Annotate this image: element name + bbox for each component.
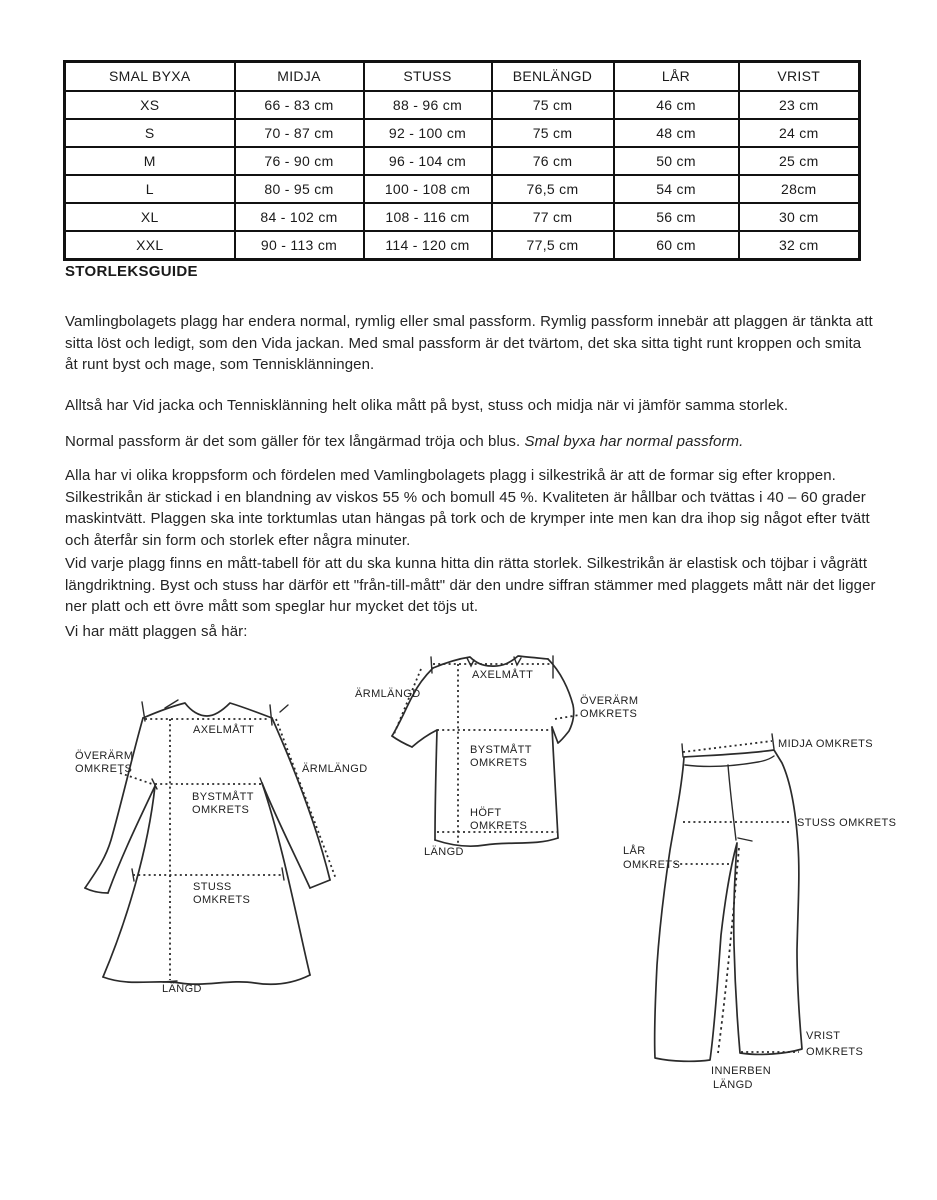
col-header-stuss: STUSS (364, 62, 492, 92)
paragraph-measure-table: Vid varje plagg finns en mått-tabell för att du ska kunna hitta din rätta storlek. Silkestrikån är elastisk och töjbar i vågrätt längdriktning. Byst och stuss har därför ett "från-till-mått" där den undre siffran stämmer med plaggets mått när det ligger ner platt och ett övre mått som speglar hur mycket det töjs ut. (65, 555, 876, 615)
col-header-vrist: VRIST (739, 62, 860, 92)
col-header-benlangd: BENLÄNGD (492, 62, 614, 92)
table-cell: 32 cm (739, 231, 860, 260)
tshirt-overarm-label2: OMKRETS (580, 708, 638, 720)
pants-hip-label: STUSS OMKRETS (797, 817, 897, 829)
size-label: XS (65, 91, 235, 119)
table-row (65, 91, 860, 119)
pants-inseam-label2: LÄNGD (713, 1079, 753, 1091)
table-row (65, 203, 860, 231)
paragraph-material: Alla har vi olika kroppsform och fördelen med Vamlingbolagets plagg i silkestrikå är att de formar sig efter kroppen. Silkestrikån är stickad i en blandning av viskos 55 % och bomull 45 %. Kvaliteten är hållbar och tvättas i 40 – 60 grader maskintvätt. Plaggen ska inte torktumlas utan hängas på tork och de krymper inte men kan dra ihop sig något efter tvätt och återfår sin form och storlek efter några minuter. (65, 467, 870, 549)
tshirt-sleeve-label: ÄRMLÄNGD (355, 688, 421, 700)
table-cell: 60 cm (614, 231, 739, 260)
table-cell: 77,5 cm (492, 231, 614, 260)
col-header-lar: LÅR (614, 62, 739, 92)
table-cell: 66 - 83 cm (235, 91, 364, 119)
col-header-smal-byxa: SMAL BYXA (65, 62, 235, 92)
table-cell: 90 - 113 cm (235, 231, 364, 260)
measurement-diagrams (55, 635, 905, 1110)
tshirt-hip-label: HÖFT (470, 807, 502, 819)
table-cell: 88 - 96 cm (364, 91, 492, 119)
pants-thigh-label: LÅR (623, 845, 646, 857)
dress-overarm-label2: OMKRETS (75, 763, 133, 775)
table-cell: 48 cm (614, 119, 739, 147)
table-cell: 77 cm (492, 203, 614, 231)
pants-waist-label: MIDJA OMKRETS (778, 738, 874, 750)
table-cell: 75 cm (492, 119, 614, 147)
table-cell: 114 - 120 cm (364, 231, 492, 260)
table-cell: 24 cm (739, 119, 860, 147)
tshirt-overarm-label: ÖVERÄRM (580, 695, 639, 707)
size-table-header-row (65, 62, 860, 92)
paragraph-measured-like-this: Vi har mätt plaggen så här: (65, 623, 248, 640)
paragraph-normal-fit-text: Normal passform är det som gäller för tex långärmad tröja och blus. (65, 433, 525, 450)
table-cell: 50 cm (614, 147, 739, 175)
table-cell: 56 cm (614, 203, 739, 231)
dress-bust-label2: OMKRETS (192, 804, 250, 816)
pants-waist-line (683, 741, 772, 752)
tshirt-shoulder-label: AXELMÅTT (472, 669, 534, 681)
dress-overarm-label: ÖVERÄRM (75, 750, 134, 762)
table-cell: 70 - 87 cm (235, 119, 364, 147)
table-cell: 76,5 cm (492, 175, 614, 203)
table-cell: 100 - 108 cm (364, 175, 492, 203)
pants-ankle-label2: OMKRETS (806, 1046, 864, 1058)
table-cell: 76 - 90 cm (235, 147, 364, 175)
page-title: STORLEKSGUIDE (65, 263, 198, 280)
size-table (63, 60, 861, 261)
tshirt-length-label: LÄNGD (424, 846, 464, 858)
tshirt-diagram (355, 656, 638, 858)
dress-hip-label: STUSS (193, 881, 232, 893)
table-cell: 108 - 116 cm (364, 203, 492, 231)
tshirt-upperarm-line (555, 715, 579, 719)
table-cell: 30 cm (739, 203, 860, 231)
size-label: L (65, 175, 235, 203)
table-cell: 28cm (739, 175, 860, 203)
dress-sleeve-line (276, 719, 336, 879)
size-label: M (65, 147, 235, 175)
pants-diagram (623, 734, 896, 1091)
table-cell: 46 cm (614, 91, 739, 119)
table-row (65, 147, 860, 175)
dress-diagram (75, 700, 368, 995)
table-cell: 25 cm (739, 147, 860, 175)
paragraph-fit-types: Vamlingbolagets plagg har endera normal, rymlig eller smal passform. Rymlig passform innebär att plaggen är tänkta att sitta löst och ledigt, som den Vida jackan. Med smal passform är det tvärtom, det ska sitta tight runt kroppen och smita åt runt byst och mage, som Tennisklänningen. (65, 313, 873, 373)
paragraph-normal-fit-italic: Smal byxa har normal passform. (524, 433, 744, 450)
paragraph-normal-fit (65, 431, 877, 453)
table-cell: 84 - 102 cm (235, 203, 364, 231)
table-cell: 80 - 95 cm (235, 175, 364, 203)
paragraph-comparison: Alltså har Vid jacka och Tennisklänning helt olika mått på byst, stuss och midja när vi jämför samma storlek. (65, 397, 789, 414)
table-row (65, 175, 860, 203)
pants-thigh-label2: OMKRETS (623, 859, 681, 871)
dress-hip-label2: OMKRETS (193, 894, 251, 906)
table-cell: 54 cm (614, 175, 739, 203)
dress-bust-label: BYSTMÅTT (192, 791, 254, 803)
tshirt-bust-label2: OMKRETS (470, 757, 528, 769)
tshirt-bust-label: BYSTMÅTT (470, 744, 532, 756)
table-row (65, 119, 860, 147)
size-label: XXL (65, 231, 235, 260)
dress-sleeve-label: ÄRMLÄNGD (302, 763, 368, 775)
col-header-midja: MIDJA (235, 62, 364, 92)
table-cell: 23 cm (739, 91, 860, 119)
table-cell: 92 - 100 cm (364, 119, 492, 147)
size-label: XL (65, 203, 235, 231)
size-label: S (65, 119, 235, 147)
table-cell: 75 cm (492, 91, 614, 119)
dress-shoulder-label: AXELMÅTT (193, 724, 255, 736)
table-cell: 76 cm (492, 147, 614, 175)
dress-length-label: LÄNGD (162, 983, 202, 995)
table-cell: 96 - 104 cm (364, 147, 492, 175)
pants-ankle-label: VRIST (806, 1030, 841, 1042)
tshirt-hip-label2: OMKRETS (470, 820, 528, 832)
table-row (65, 231, 860, 260)
pants-inseam-label: INNERBEN (711, 1065, 772, 1077)
